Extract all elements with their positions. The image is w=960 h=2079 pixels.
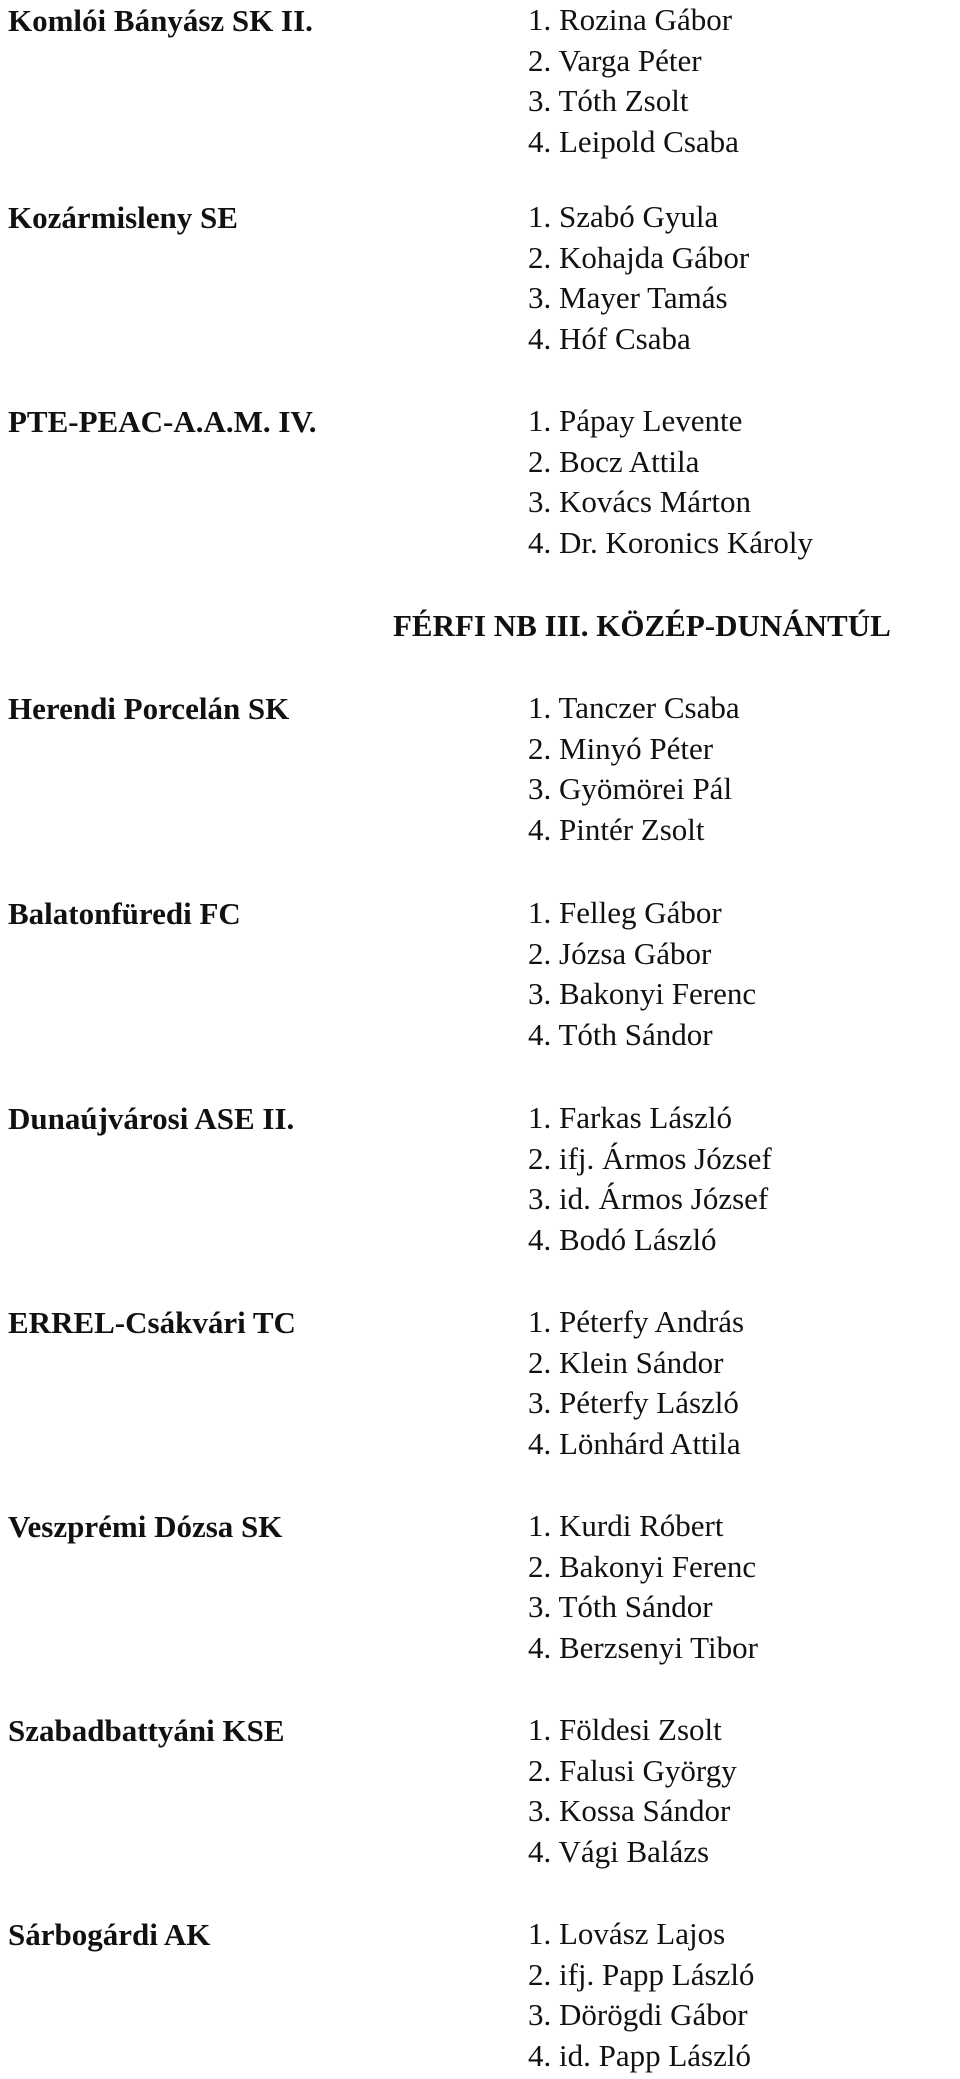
team-name: Balatonfüredi FC [8, 896, 241, 931]
player-item: 3. id. Ármos József [528, 1181, 769, 1217]
player-item: 4. Lönhárd Attila [528, 1426, 741, 1462]
player-item: 3. Mayer Tamás [528, 280, 728, 316]
player-list [528, 893, 756, 1056]
team-name: Kozármisleny SE [8, 200, 238, 235]
player-list [528, 0, 739, 163]
player-item: 1. Tanczer Csaba [528, 690, 740, 725]
player-item: 1. Farkas László [528, 1100, 733, 1135]
player-item: 4. Pintér Zsolt [528, 812, 705, 848]
player-list [528, 1098, 772, 1261]
player-list [528, 1914, 754, 2077]
player-item: 2. Bocz Attila [528, 443, 700, 479]
player-list [528, 1302, 744, 1465]
player-item: 3. Dörögdi Gábor [528, 1997, 748, 2033]
player-item: 1. Lovász Lajos [528, 1916, 726, 1951]
player-list [528, 1506, 758, 1669]
player-item: 4. Vági Balázs [528, 1834, 710, 1870]
team-name: Dunaújvárosi ASE II. [8, 1101, 295, 1136]
player-item: 3. Tóth Sándor [528, 1589, 713, 1625]
section-heading: FÉRFI NB III. KÖZÉP-DUNÁNTÚL [393, 608, 891, 643]
team-name: Herendi Porcelán SK [8, 691, 290, 726]
player-list [528, 401, 813, 564]
player-item: 1. Rozina Gábor [528, 2, 733, 37]
player-item: 2. ifj. Papp László [528, 1956, 755, 1992]
player-item: 2. Falusi György [528, 1752, 737, 1788]
player-item: 1. Pápay Levente [528, 403, 743, 438]
player-item: 4. Tóth Sándor [528, 1017, 713, 1053]
player-item: 2. Kohajda Gábor [528, 239, 750, 275]
player-item: 2. ifj. Ármos József [528, 1140, 772, 1176]
player-item: 1. Földesi Zsolt [528, 1712, 722, 1747]
player-item: 3. Péterfy László [528, 1385, 739, 1421]
player-item: 3. Kovács Márton [528, 484, 751, 520]
player-item: 2. Klein Sándor [528, 1344, 724, 1380]
team-name: Szabadbattyáni KSE [8, 1713, 285, 1748]
player-item: 2. Varga Péter [528, 42, 702, 78]
player-item: 4. Hóf Csaba [528, 321, 691, 357]
player-item: 2. Minyó Péter [528, 730, 714, 766]
player-item: 1. Péterfy András [528, 1304, 745, 1339]
player-item: 3. Bakonyi Ferenc [528, 976, 757, 1012]
team-name: Komlói Bányász SK II. [8, 3, 313, 38]
player-item: 2. Józsa Gábor [528, 935, 712, 971]
player-item: 4. Bodó László [528, 1222, 717, 1258]
player-item: 1. Felleg Gábor [528, 895, 722, 930]
player-item: 1. Kurdi Róbert [528, 1508, 724, 1543]
player-list [528, 197, 749, 360]
player-item: 3. Tóth Zsolt [528, 83, 689, 119]
team-name: PTE-PEAC-A.A.M. IV. [8, 404, 317, 439]
player-item: 2. Bakonyi Ferenc [528, 1548, 757, 1584]
player-item: 4. Dr. Koronics Károly [528, 525, 813, 561]
player-item: 4. Berzsenyi Tibor [528, 1630, 758, 1666]
player-item: 3. Kossa Sándor [528, 1793, 731, 1829]
player-list [528, 1710, 737, 1873]
player-item: 4. Leipold Csaba [528, 124, 739, 160]
team-name: Sárbogárdi AK [8, 1917, 211, 1952]
team-name: ERREL-Csákvári TC [8, 1305, 296, 1340]
player-item: 4. id. Papp László [528, 2038, 751, 2074]
team-name: Veszprémi Dózsa SK [8, 1509, 283, 1544]
player-item: 3. Gyömörei Pál [528, 771, 733, 807]
player-list [528, 688, 740, 851]
player-item: 1. Szabó Gyula [528, 199, 719, 234]
